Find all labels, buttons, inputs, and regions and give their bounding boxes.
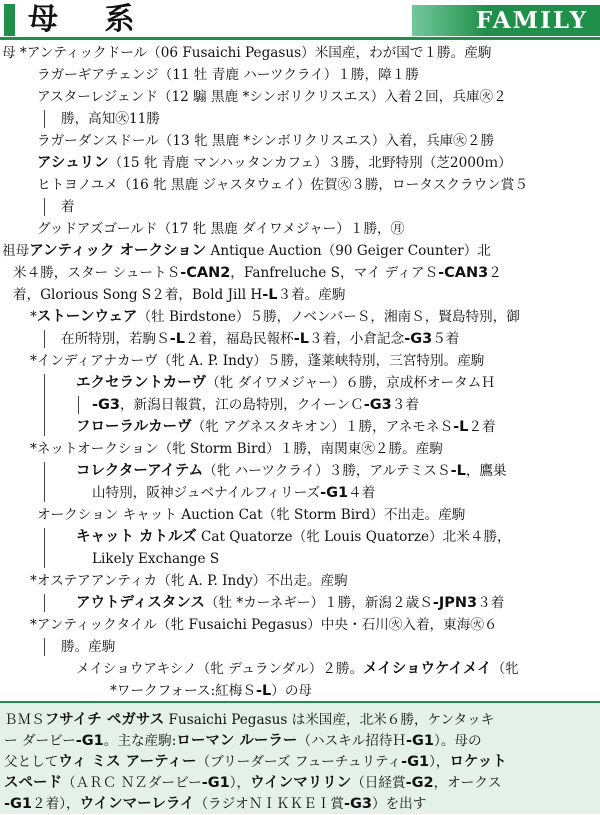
- body-text: Cat Quatorze（牝 Louis Quatorze）北米４勝，: [196, 529, 511, 545]
- body-text: ３着: [477, 595, 505, 611]
- body-text: （ＡＲＣ ＮＺダービー: [62, 775, 202, 791]
- grand-progeny-line: [76, 526, 511, 548]
- progeny-line-cont: [61, 196, 75, 218]
- bold-name-text: -G1: [401, 754, 430, 770]
- header-underline: [0, 37, 600, 40]
- grand-progeny-line: [76, 592, 504, 614]
- bold-name-text: -G3: [92, 397, 121, 413]
- body-text: （15 牝 青鹿 マンハッタンカフェ）３勝，北野特別（芝2000ｍ）: [108, 155, 512, 171]
- bms-line: [4, 772, 501, 794]
- body-text: ２着: [468, 419, 496, 435]
- body-text: 。主な産駒:: [103, 733, 177, 749]
- body-text: メイショウアキシノ（牝 デュランダル）２勝。: [76, 661, 364, 677]
- section-title: 母 系: [28, 2, 153, 37]
- body-text: ２: [488, 265, 502, 281]
- body-text: （ブリーダーズ フューチュリティ: [196, 754, 402, 770]
- grand-progeny-line-cont: [92, 548, 219, 570]
- body-text: （牡 *カーネギー）１勝，新潟２歳Ｓ: [204, 595, 433, 611]
- body-text: ）を出す: [371, 796, 427, 812]
- bold-name-text: キャット カトルズ: [76, 529, 197, 545]
- body-text: ヒトヨノユメ（16 牝 黒鹿 ジャスタウェイ）佐賀㊋３勝，ロータスクラウン賞５: [37, 177, 528, 193]
- body-text: （ハスキル招待Ｈ: [297, 733, 407, 749]
- bold-name-text: -G1: [320, 485, 349, 501]
- tree-connector: [78, 396, 79, 414]
- body-text: ，新潟日報賞，江の島特別，クイーンＣ: [120, 397, 364, 413]
- body-text: ２着，福島民報杯: [185, 331, 294, 347]
- bold-name-text: ウィ ミス アーティー: [58, 754, 197, 770]
- body-text: 母 *アンティックドール（06 Fusaichi Pegasus）米国産，わが国で１勝。産駒: [2, 45, 492, 61]
- body-text: *アンティックタイル（牝 Fusaichi Pegasus）中央・石川㊋入着，東海㊋６: [30, 617, 498, 633]
- progeny-line-cont: [61, 328, 459, 350]
- bold-name-text: -L: [293, 331, 310, 347]
- body-text: （牡 Birdstone）５勝，ノベンバーＳ，湘南Ｓ，賢島特別，御: [137, 309, 520, 325]
- bold-name-text: -CAN2: [180, 265, 231, 281]
- bold-name-text: -G3: [363, 397, 392, 413]
- bold-name-text: アンティック オークション: [29, 243, 207, 259]
- body-text: *ネットオークション（牝 Storm Bird）１勝，南関東㊋２勝。産駒: [30, 441, 443, 457]
- tree-connector: [44, 462, 45, 502]
- body-text: ー ダービー: [4, 733, 76, 749]
- body-text: 着，Glorious Song S２着，Bold Jill H: [13, 287, 263, 303]
- bold-name-text: エクセラントカーヴ: [76, 375, 207, 391]
- body-text: （牝 ダイワメジャー）６勝，京成杯オータムＨ: [206, 375, 495, 391]
- body-text: ）の母: [271, 683, 313, 699]
- body-text: 祖母: [2, 243, 30, 259]
- granddam-line-cont: [13, 284, 345, 306]
- bold-name-text: -L: [450, 463, 466, 479]
- granddam-line: [2, 240, 491, 262]
- body-text: ＢＭＳ: [4, 712, 45, 728]
- bold-name-text: ウインマリリン: [250, 775, 352, 791]
- body-text: 父として: [4, 754, 59, 770]
- tree-connector: [44, 638, 45, 656]
- bms-line: [4, 709, 494, 731]
- body-text: ），: [229, 775, 251, 791]
- bold-name-text: スペード: [4, 775, 62, 791]
- progeny-line: [30, 614, 498, 636]
- body-text: *インディアナカーヴ（牝 A. P. Indy）５勝，蓬莱峡特別，三宮特別。産駒: [30, 353, 485, 369]
- body-text: （日経賞: [351, 775, 406, 791]
- progeny-line: [37, 174, 528, 196]
- bold-name-text: -JPN3: [432, 595, 478, 611]
- body-text: 山特別，阪神ジュベナイルフィリーズ: [92, 485, 321, 501]
- body-text: 着: [61, 199, 75, 215]
- family-badge: FAMILY: [412, 5, 600, 36]
- body-text: 勝，高知㊋11勝: [61, 111, 160, 127]
- progeny-line: [37, 130, 494, 152]
- body-text: ，鷹巣: [465, 463, 507, 479]
- progeny-line: [30, 306, 520, 328]
- grand-progeny-line: [76, 416, 496, 438]
- body-text: ５着: [432, 331, 460, 347]
- body-text: アスターレジェンド（12 騸 黒鹿 *シンボリクリスエス）入着２回，兵庫㊋２: [37, 89, 507, 105]
- bold-name-text: -G1: [75, 733, 104, 749]
- progeny-line-cont: [61, 636, 115, 658]
- body-text: ３着。産駒: [277, 287, 346, 303]
- body-text: ），: [429, 754, 450, 770]
- body-text: Likely Exchange S: [92, 551, 220, 567]
- bold-name-text: -L: [453, 419, 469, 435]
- dam-line: [2, 42, 491, 64]
- bms-line: [4, 730, 482, 752]
- body-text: 在所特別，若駒Ｓ: [61, 331, 170, 347]
- body-text: ラガーダンスドール（13 牝 黒鹿 *シンボリクリスエス）入着，兵庫㊋２勝: [37, 133, 495, 149]
- body-text: ２着），: [32, 796, 80, 812]
- bold-name-text: -G1: [406, 733, 435, 749]
- bold-name-text: -L: [262, 287, 278, 303]
- bold-name-text: ロケット: [449, 754, 507, 770]
- body-text: *オステアアンティカ（牝 A. P. Indy）不出走。産駒: [30, 573, 348, 589]
- body-text: ）。母の: [434, 733, 482, 749]
- bold-name-text: ウインマーレライ: [79, 796, 195, 812]
- bold-name-text: フサイチ ペガサス: [44, 712, 165, 728]
- body-text: ，Fanfreluche S，マイ ディアＳ: [230, 265, 439, 281]
- body-text: ３着: [391, 397, 419, 413]
- progeny-line: [30, 438, 443, 460]
- grand-progeny-line-cont: [92, 482, 375, 504]
- body-text: 勝。産駒: [61, 639, 116, 655]
- bold-name-text: -G2: [405, 775, 434, 791]
- grand-progeny-line: [76, 658, 519, 680]
- body-text: （牝 アグネスタキオン）１勝，アネモネＳ: [191, 419, 454, 435]
- grand-progeny-line-cont: [92, 394, 419, 416]
- bold-name-text: -G3: [343, 796, 372, 812]
- body-text: オークション キャット Auction Cat（牝 Storm Bird）不出走。産駒: [37, 507, 466, 523]
- body-text: ３着，小倉記念: [309, 331, 405, 347]
- body-text: （牝: [491, 661, 519, 677]
- section-header: [0, 0, 600, 40]
- body-text: グッドアズゴールド（17 牝 黒鹿 ダイワメジャー）１勝，㊊: [37, 221, 405, 237]
- tree-connector: [44, 374, 45, 436]
- granddam-line-cont: [13, 262, 502, 284]
- bold-name-text: ローマン ルーラー: [176, 733, 298, 749]
- grand-progeny-line: [76, 460, 507, 482]
- body-text: （ラジオＮＩＫＫＥＩ賞: [194, 796, 344, 812]
- bold-name-text: アウトディスタンス: [76, 595, 205, 611]
- tree-connector: [44, 594, 45, 612]
- body-text: ４着: [348, 485, 376, 501]
- body-text: ラガーギアチェンジ（11 牡 青鹿 ハーツクライ）１勝，障１勝: [37, 67, 419, 83]
- progeny-line: [30, 570, 348, 592]
- progeny-line: [37, 64, 419, 86]
- bms-note-box: [0, 701, 600, 814]
- bold-name-text: メイショウケイメイ: [363, 661, 492, 677]
- bms-line: [4, 751, 507, 773]
- header-accent-bar: [4, 4, 15, 36]
- tree-connector: [44, 198, 45, 216]
- grand-progeny-line-cont: [110, 680, 312, 702]
- bold-name-text: -G1: [201, 775, 230, 791]
- body-text: Antique Auction（90 Geiger Counter）北: [206, 243, 491, 259]
- body-text: 米４勝，スター シュートＳ: [13, 265, 181, 281]
- progeny-line: [30, 350, 484, 372]
- bold-name-text: -CAN3: [438, 265, 489, 281]
- bold-name-text: -G3: [404, 331, 433, 347]
- progeny-line-cont: [61, 108, 160, 130]
- bold-name-text: コレクターアイテム: [76, 463, 204, 479]
- progeny-line: [37, 152, 512, 174]
- bold-name-text: ストーンウェア: [36, 309, 138, 325]
- progeny-line: [37, 86, 507, 108]
- bms-line: [4, 793, 426, 815]
- tree-connector: [44, 528, 45, 568]
- progeny-line: [37, 504, 465, 526]
- bold-name-text: -G1: [4, 796, 33, 812]
- body-text: ，オークス: [433, 775, 502, 791]
- progeny-line: [37, 218, 404, 240]
- grand-progeny-line: [76, 372, 495, 394]
- bold-name-text: -L: [169, 331, 186, 347]
- bold-name-text: フローラルカーヴ: [76, 419, 192, 435]
- tree-connector: [44, 330, 45, 348]
- body-text: *ワークフォース:紅梅Ｓ: [110, 683, 256, 699]
- body-text: （牝 ハーツクライ）３勝，アルテミスＳ: [203, 463, 451, 479]
- bold-name-text: -L: [255, 683, 272, 699]
- tree-connector: [44, 110, 45, 128]
- body-text: *: [30, 309, 37, 325]
- body-text: Fusaichi Pegasus は米国産，北米６勝，ケンタッキ: [164, 712, 495, 728]
- bold-name-text: アシュリン: [37, 155, 109, 171]
